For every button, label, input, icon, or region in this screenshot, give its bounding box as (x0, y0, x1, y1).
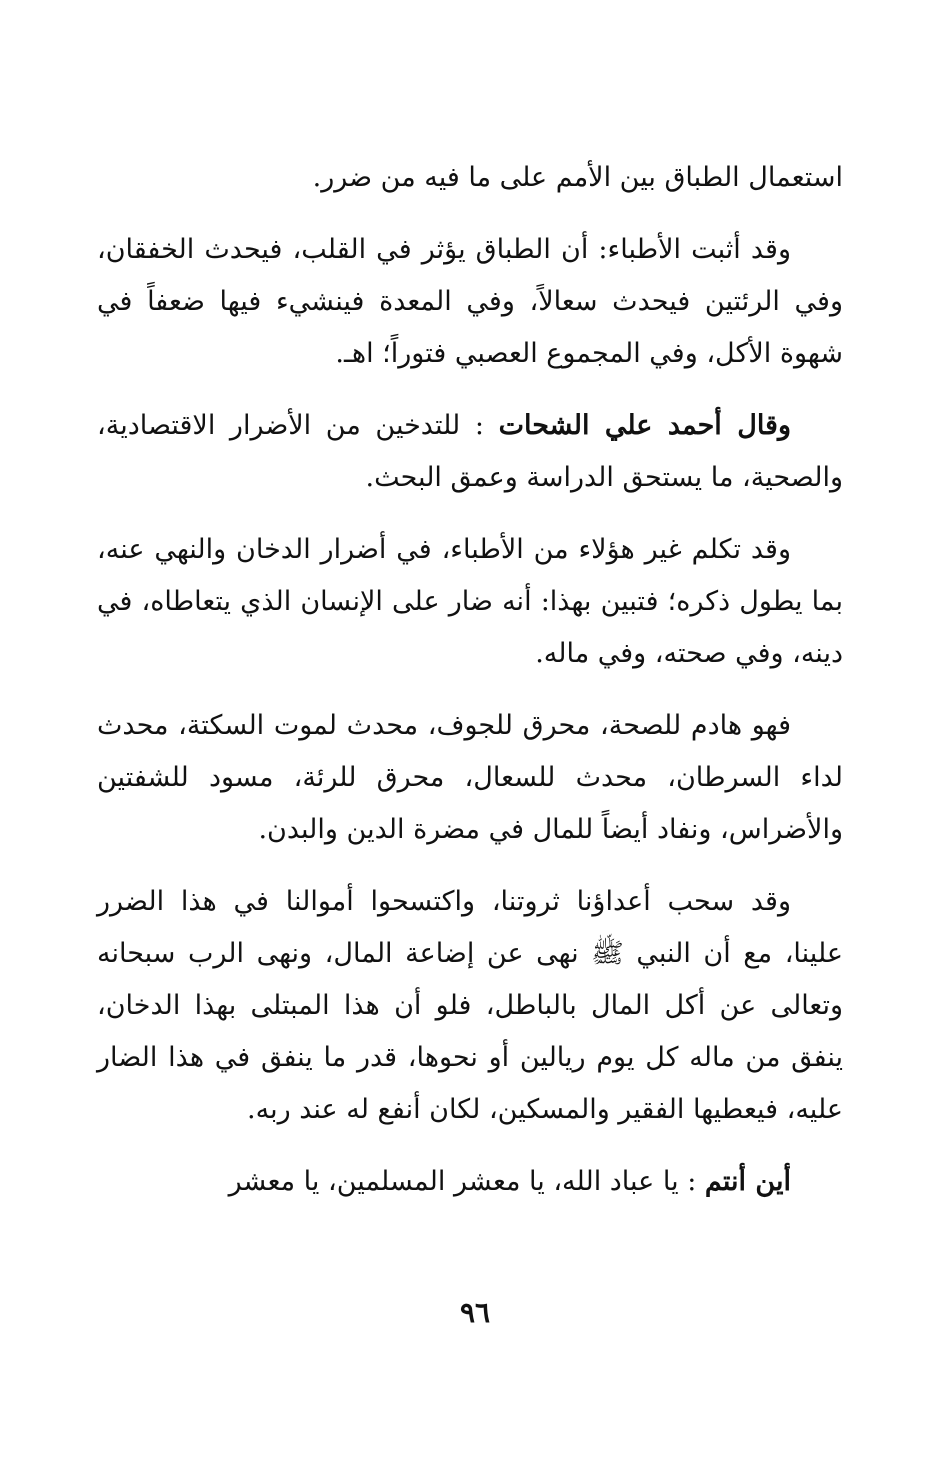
paragraph-5-text: فهو هادم للصحة، محرق للجوف، محدث لموت السكتة، محدث لداء السرطان، محدث للسعال، محرق للرئة، مسود للشفتين والأضراس، ونفاد أيضاً للمال في مضرة الدين والبدن. (97, 710, 843, 845)
paragraph-1 (97, 152, 843, 204)
paragraph-3-lead: وقال أحمد علي الشحات (498, 410, 792, 441)
paragraph-3-text: : للتدخين من الأضرار الاقتصادية، والصحية، ما يستحق الدراسة وعمق البحث. (97, 410, 843, 493)
paragraph-7-lead: أين أنتم (704, 1166, 791, 1197)
paragraph-6 (97, 876, 843, 1136)
paragraph-2-text: وقد أثبت الأطباء: أن الطباق يؤثر في القلب، فيحدث الخفقان، وفي الرئتين فيحدث سعالاً، وفي المعدة فينشيء فيها ضعفاً في شهوة الأكل، وفي المجموع العصبي فتوراً؛ اهـ. (97, 234, 843, 369)
paragraph-6-text: وقد سحب أعداؤنا ثروتنا، واكتسحوا أموالنا في هذا الضرر علينا، مع أن النبي ﷺ نهى عن إضاعة المال، ونهى الرب سبحانه وتعالى عن أكل المال بالباطل، فلو أن هذا المبتلى بهذا الدخان، ينفق من ماله كل يوم ريالين أو نحوها، قدر ما ينفق في هذا الضار عليه، فيعطيها الفقير والمسكين، لكان أنفع له عند ربه. (97, 886, 843, 1125)
page-body (97, 152, 843, 1228)
page-number: ٩٦ (459, 1296, 491, 1329)
paragraph-3 (97, 400, 843, 504)
paragraph-7 (97, 1156, 843, 1208)
paragraph-1-text: استعمال الطباق بين الأمم على ما فيه من ضرر. (312, 162, 843, 193)
paragraph-4 (97, 524, 843, 680)
paragraph-7-text: : يا عباد الله، يا معشر المسلمين، يا معشر (228, 1166, 697, 1197)
paragraph-5 (97, 700, 843, 856)
paragraph-2 (97, 224, 843, 380)
paragraph-4-text: وقد تكلم غير هؤلاء من الأطباء، في أضرار الدخان والنهي عنه، بما يطول ذكره؛ فتبين بهذا: أنه ضار على الإنسان الذي يتعاطاه، في دينه، وفي صحته، وفي ماله. (97, 534, 843, 669)
